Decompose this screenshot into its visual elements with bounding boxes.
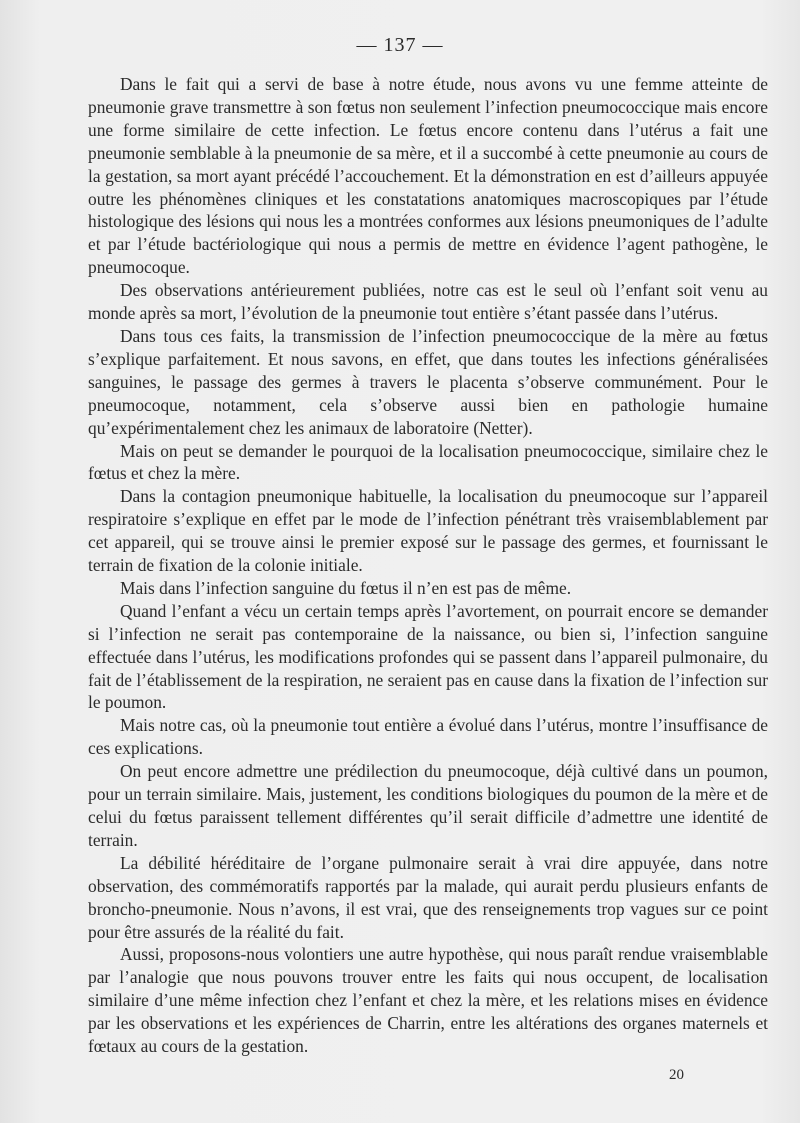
signature-mark: 20 <box>669 1067 684 1083</box>
paragraph: La débilité héréditaire de l’organe pulmonaire serait à vrai dire appuyée, dans notre observation, des commémoratifs rapportés par la malade, qui aurait perdu plusieurs enfants de broncho-pneumonie. Nous n’avons, il est vrai, que des renseignements trop vagues sur ce point pour être assurés de la réalité du fait. <box>88 852 768 942</box>
body-text <box>88 73 768 1058</box>
paragraph: Mais dans l’infection sanguine du fœtus il n’en est pas de même. <box>120 577 572 598</box>
paragraph: Dans tous ces faits, la transmission de l’infection pneumococcique de la mère au fœtus s’explique parfaitement. Et nous savons, en effet, que dans toutes les infections généralisées sanguines, le passage des germes à travers le placenta s’observe communément. Pour le pneumocoque, notamment, cela s’observe aussi bien en pathologie humaine qu’expérimentalement chez les animaux de laboratoire (Netter). <box>88 325 768 438</box>
paragraph: Mais on peut se demander le pourquoi de la localisation pneumococcique, similaire chez le fœtus et chez la mère. <box>88 440 768 484</box>
paragraph: Mais notre cas, où la pneumonie tout entière a évolué dans l’utérus, montre l’insuffisance de ces explications. <box>88 715 768 759</box>
paragraph: Des observations antérieurement publiées, notre cas est le seul où l’enfant soit venu au monde après sa mort, l’évolution de la pneumonie tout entière s’étant passée dans l’utérus. <box>88 280 768 324</box>
paragraph: Aussi, proposons-nous volontiers une autre hypothèse, qui nous paraît rendue vraisemblable par l’analogie que nous pouvons trouver entre les faits qui nous occupent, de localisation similaire d’une même infection chez l’enfant et chez la mère, et les relations mises en évidence par les observations et les expériences de Charrin, entre les altérations des organes maternels et fœtaux au cours de la gestation. <box>88 944 768 1057</box>
paragraph: Dans le fait qui a servi de base à notre étude, nous avons vu une femme atteinte de pneumonie grave transmettre à son fœtus non seulement l’infection pneumococcique mais encore une forme similaire de cette infection. Le fœtus encore contenu dans l’utérus a fait une pneumonie semblable à la pneumonie de sa mère, et il a succombé à cette pneumonie au cours de la gestation, sa mort ayant précédé l’accouchement. Et la démonstration en est d’ailleurs appuyée outre les phénomènes cliniques et les constatations anatomiques macroscopiques par l’étude histologique des lésions qui nous les a montrées conformes aux lésions pneumoniques de l’adulte et par l’étude bactériologique qui nous a permis de mettre en évidence l’agent pathogène, le pneumocoque. <box>88 74 768 278</box>
paragraph: Quand l’enfant a vécu un certain temps après l’avortement, on pourrait encore se demander si l’infection ne serait pas contemporaine de la naissance, ou bien si, l’infection sanguine effectuée dans l’utérus, les modifications profondes qui se passent dans l’appareil pulmonaire, du fait de l’établissement de la respiration, ne seraient pas en cause dans la fixation de l’infection sur le poumon. <box>88 600 768 713</box>
page-number: — 137 — <box>356 34 444 56</box>
paragraph: On peut encore admettre une prédilection du pneumocoque, déjà cultivé dans un poumon, pour un terrain similaire. Mais, justement, les conditions biologiques du poumon de la mère et de celui du fœtus paraissent tellement différentes qu’il serait difficile d’admettre une identité de terrain. <box>88 761 768 850</box>
paragraph: Dans la contagion pneumonique habituelle, la localisation du pneumocoque sur l’appareil respiratoire s’explique en effet par le mode de l’infection pénétrant très vraisemblablement par cet appareil, qui se trouve ainsi le premier exposé sur le passage des germes, et fournissant le terrain de fixation de la colonie initiale. <box>88 486 768 576</box>
